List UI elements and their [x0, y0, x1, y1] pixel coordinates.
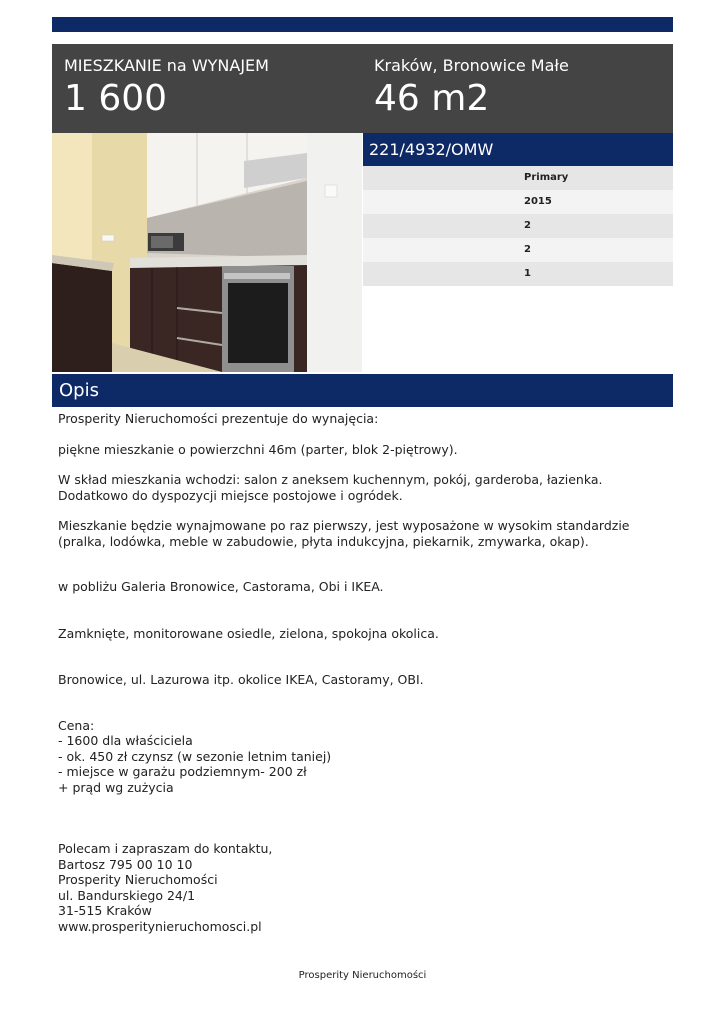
desc-location: Bronowice, ul. Lazurowa itp. okolice IKEA, Castoramy, OBI.: [58, 672, 424, 687]
spec-table: [363, 166, 673, 286]
listing-area: 46 m2: [374, 78, 490, 119]
desc-equipment: Mieszkanie będzie wynajmowane po raz pierwszy, jest wyposażone w wysokim standardzie (pralka, lodówka, meble w zabudowie, płyta indukcyjna, piekarnik, zmywarka, okap).: [58, 518, 630, 549]
listing-header: [52, 44, 673, 133]
desc-estate: Zamknięte, monitorowane osiedle, zielona, spokojna okolica.: [58, 625, 439, 641]
header-left: [64, 56, 269, 121]
header-right: [374, 56, 569, 121]
desc-layout: W skład mieszkania wchodzi: salon z aneksem kuchennym, pokój, garderoba, łazienka. Dodatkowo do dyspozycji miejsce postojowe i ogródek.: [58, 472, 603, 503]
listing-type: MIESZKANIE na WYNAJEM: [64, 56, 269, 75]
spec-rooms: 2: [363, 214, 673, 238]
spec-floors: 2: [363, 238, 673, 262]
desc-apartment: piękne mieszkanie o powierzchni 46m (parter, blok 2-piętrowy).: [58, 441, 458, 457]
listing-price: 1 600: [64, 78, 168, 119]
kitchen-photo: [52, 133, 362, 372]
desc-nearby: w pobliżu Galeria Bronowice, Castorama, Obi i IKEA.: [58, 579, 384, 594]
top-accent-bar: [52, 17, 673, 32]
spec-build-year: 2015: [363, 190, 673, 214]
reference-number: 221/4932/OMW: [363, 133, 673, 166]
desc-contact: Polecam i zapraszam do kontaktu, Bartosz 795 00 10 10 Prosperity Nieruchomości ul. Bandurskiego 24/1 31-515 Kraków www.prosperitynieruchomosci.pl: [58, 841, 273, 934]
desc-intro: Prosperity Nieruchomości prezentuje do wynajęcia:: [58, 411, 379, 426]
footer-agency: Prosperity Nieruchomości: [298, 970, 427, 981]
listing-location: Kraków, Bronowice Małe: [374, 56, 569, 75]
spec-market: Primary: [363, 166, 673, 190]
description-heading: Opis: [52, 374, 673, 407]
spec-bathrooms: 1: [363, 262, 673, 286]
description-body: [58, 411, 673, 934]
desc-price: Cena: - 1600 dla właściciela - ok. 450 zł czynsz (w sezonie letnim taniej) - miejsce w garażu podziemnym- 200 zł + prąd wg zużycia: [58, 717, 332, 795]
